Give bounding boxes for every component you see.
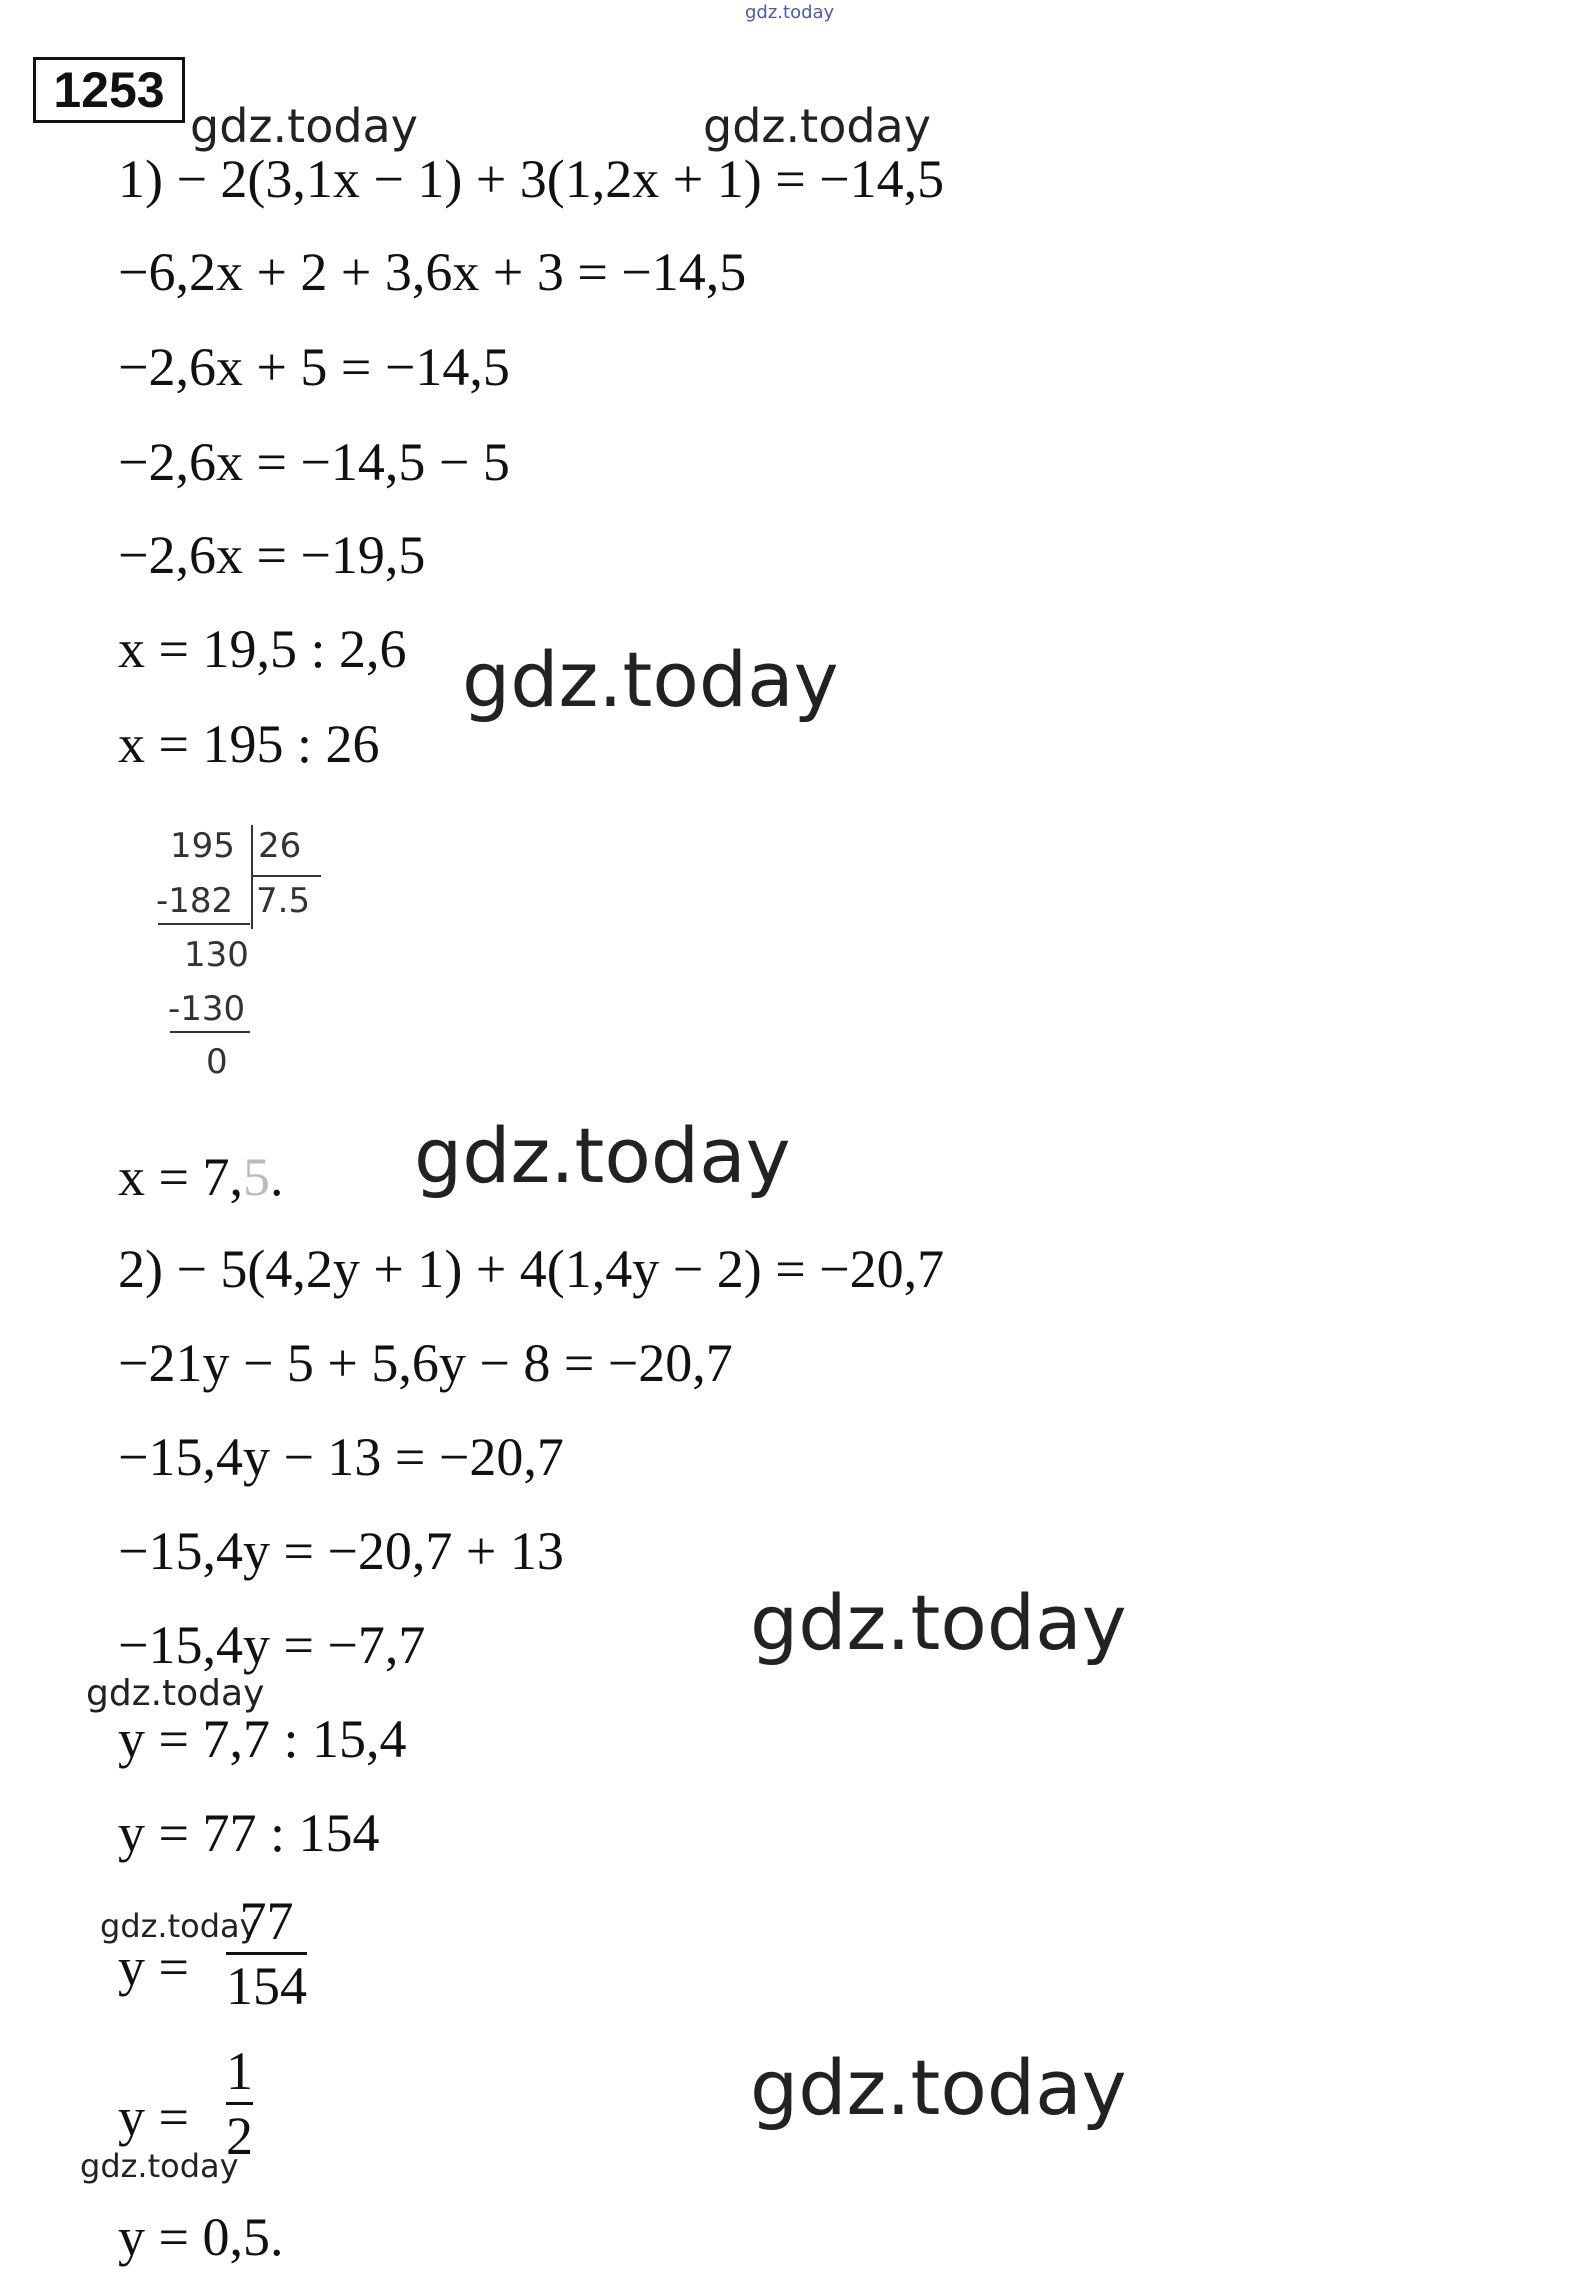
watermark: gdz.today — [750, 1578, 1127, 1667]
watermark: gdz.today — [462, 635, 839, 724]
subtract-step: -182 — [156, 881, 234, 921]
equation-line: y = 7,7 : 15,4 — [118, 1709, 407, 1769]
remainder: 0 — [206, 1042, 228, 1082]
answer-line — [118, 1147, 284, 1207]
equation-line: y = 77 : 154 — [118, 1803, 380, 1863]
underline — [170, 1031, 250, 1033]
equation-line: −6,2x + 2 + 3,6x + 3 = −14,5 — [118, 242, 747, 302]
watermark: gdz.today — [190, 99, 418, 153]
long-division — [150, 825, 330, 1082]
equation-line: −15,4y − 13 = −20,7 — [118, 1427, 564, 1487]
divisor: 26 — [258, 826, 302, 866]
equation-line: x = 195 : 26 — [118, 714, 380, 774]
fraction — [226, 1890, 307, 2017]
equation-line: −15,4y = −7,7 — [118, 1615, 426, 1675]
watermark: gdz.today — [750, 2043, 1127, 2132]
fraction-numerator: 77 — [239, 1891, 294, 1951]
equation-line: 2) − 5(4,2y + 1) + 4(1,4y − 2) = −20,7 — [118, 1239, 945, 1299]
equation-line: −2,6x + 5 = −14,5 — [118, 337, 510, 397]
remainder: 130 — [184, 935, 249, 975]
final-answer: y = 0,5. — [118, 2207, 284, 2267]
watermark: gdz.today — [100, 1907, 259, 1945]
division-vertical-rule — [251, 825, 253, 929]
equation-line: −2,6x = −19,5 — [118, 525, 426, 585]
equation-line: −2,6x = −14,5 − 5 — [118, 432, 510, 492]
fraction-denominator: 2 — [226, 2106, 253, 2166]
subtract-step: -130 — [168, 989, 246, 1029]
underline — [158, 923, 250, 925]
watermark: gdz.today — [86, 1673, 265, 1714]
watermark: gdz.today — [80, 2147, 239, 2185]
answer-suffix: . — [269, 1147, 284, 1207]
dividend: 195 — [170, 826, 235, 866]
exercise-number: 1253 — [33, 57, 185, 123]
equation-line: 1) − 2(3,1x − 1) + 3(1,2x + 1) = −14,5 — [118, 149, 945, 209]
quotient: 7.5 — [256, 881, 311, 921]
equation-line: −21y − 5 + 5,6y − 8 = −20,7 — [118, 1333, 733, 1393]
answer-prefix: x = 7, — [118, 1147, 243, 1207]
fraction — [226, 2040, 253, 2167]
equation-line: −15,4y = −20,7 + 13 — [118, 1521, 564, 1581]
watermark: gdz.today — [703, 99, 931, 153]
fraction-lhs: y = — [118, 2087, 189, 2147]
fraction-numerator: 1 — [226, 2041, 253, 2101]
division-horizontal-rule — [251, 875, 321, 877]
fraction-lhs: y = — [118, 1937, 189, 1997]
fraction-denominator: 154 — [226, 1956, 307, 2016]
watermark: gdz.today — [414, 1111, 791, 1200]
answer-digit: 5 — [242, 1147, 270, 1207]
equation-line: x = 19,5 : 2,6 — [118, 619, 407, 679]
watermark-top: gdz.today — [745, 2, 835, 23]
